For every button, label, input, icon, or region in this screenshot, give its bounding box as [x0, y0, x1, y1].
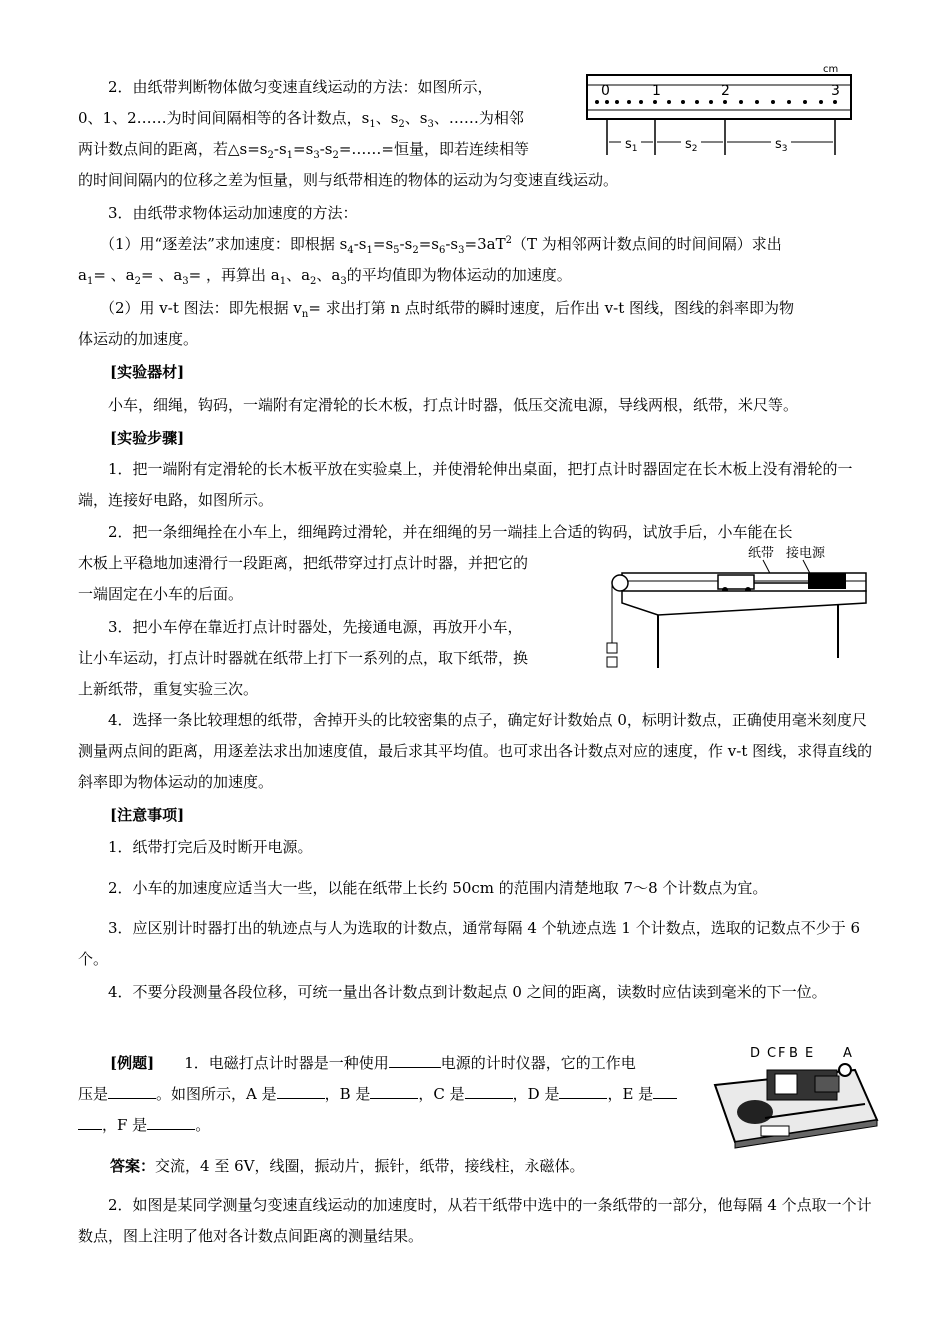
para-tape-method-line2: 0、1、2……为时间间隔相等的各计数点，$s_1$、$s_2$、$s_3$、……为相邻 [78, 109, 524, 130]
para-method-1: （1）用“逐差法”求加速度：即根据 $s_4-s_1=s_5-s_2=s_6-s_3=3aT^2(T$ 为相邻两计数点间的时间间隔）求出 [100, 235, 782, 256]
tape-s1-label: $s_1$ [625, 137, 638, 154]
timer-label-b: B [789, 1046, 798, 1061]
note-1: 1．纸带打完后及时断开电源。 [108, 838, 313, 856]
heading-steps: [实验步骤] [110, 429, 185, 447]
step-3-line2: 让小车运动，打点计时器就在纸带上打下一系列的点，取下纸带，换 [78, 649, 529, 667]
blank-a [277, 1082, 325, 1099]
timer-label-f: F [778, 1046, 786, 1061]
step-3-line3: 上新纸带，重复实验三次。 [78, 680, 259, 698]
tape-figure [585, 60, 855, 160]
example-2: 2．如图是某同学测量匀变速直线运动的加速度时，从若干纸带中选中的一条纸带的一部分，他每隔 4 个点取一个计数点，图上注明了他对各计数点间距离的测量结果。 [78, 1196, 872, 1245]
tape-count-1: 1 [652, 83, 661, 99]
blank-power-type [389, 1051, 441, 1068]
timer-label-d: D [750, 1046, 761, 1061]
note-3: 3．应区别计时器打出的轨迹点与人为选取的计数点，通常每隔 4 个轨迹点选 1 个计数点，选取的记数点不少于 6 个。 [78, 919, 861, 968]
timer-label-a: A [843, 1046, 852, 1061]
blank-d [559, 1082, 607, 1099]
blank-e-part2 [78, 1113, 102, 1130]
blank-voltage [108, 1082, 156, 1099]
note-4: 4．不要分段测量各段位移，可统一量出各计数点到计数起点 0 之间的距离，读数时应估读到毫米的下一位。 [108, 983, 827, 1001]
blank-c [465, 1082, 513, 1099]
para-method-2: （2）用 v-t 图法：即先根据 $v_n=$ 求出打第 n 点时纸带的瞬时速度，后作出 v-t 图线，图线的斜率即为物 [100, 299, 795, 320]
blank-f [147, 1113, 195, 1130]
tape-count-0: 0 [601, 83, 610, 99]
step-3-line1: 3．把小车停在靠近打点计时器处，先接通电源，再放开小车， [108, 618, 523, 636]
tape-count-3: 3 [831, 83, 840, 99]
heading-equipment: [实验器材] [110, 363, 185, 381]
timer-device [808, 573, 846, 589]
note-2: 2．小车的加速度应适当大一些，以能在纸带上长约 50cm 的范围内清楚地取 7～8 个计数点为宜。 [108, 879, 768, 897]
apparatus-figure [598, 543, 873, 678]
tape-s2-label: $s_2$ [685, 137, 698, 154]
step-2-line1: 2．把一条细绳拴在小车上，细绳跨过滑轮，并在细绳的另一端挂上合适的钩码，试放手后，小车能在长 [108, 523, 793, 541]
para-tape-method-line3: 两计数点间的距离，若$\triangle s=s_2-s_1=s_3-s_2=\dots\dots=$恒量，即若连续相等 [78, 140, 529, 161]
answer-line: 答案：交流，4 至 6V，线圈，振动片，振针，纸带，接线柱，永磁体。 [110, 1157, 585, 1175]
para-method-2-cont: 体运动的加速度。 [78, 330, 199, 348]
para-method-1-cont: $a_1=$ 、$a_2=$ 、$a_3=$ ，再算出 $a_1$、$a_2$、$a_3$的平均值即为物体运动的加速度。 [78, 266, 572, 287]
para-tape-method-line4: 的时间间隔内的位移之差为恒量，则与纸带相连的物体的运动为匀变速直线运动。 [78, 171, 619, 189]
example-1-line2: 压是 。如图所示，A 是 ，B 是 ，C 是 ，D 是 ，E 是 [78, 1079, 698, 1110]
para-acceleration-method: 3．由纸带求物体运动加速度的方法： [108, 204, 358, 222]
example-1-line1: [例题] 1．电磁打点计时器是一种使用 电源的计时仪器，它的工作电 [110, 1048, 700, 1079]
timer-figure [705, 1040, 885, 1150]
step-2-line3: 一端固定在小车的后面。 [78, 585, 244, 603]
tape-strip [587, 75, 851, 119]
step-2-line2: 木板上平稳地加速滑行一段距离，把纸带穿过打点计时器，并把它的 [78, 554, 529, 572]
para-equipment: 小车，细绳，钩码，一端附有定滑轮的长木板，打点计时器，低压交流电源，导线两根，纸带，米尺等。 [108, 396, 799, 414]
label-power: 接电源 [786, 546, 826, 561]
tape-unit-label: cm [823, 64, 839, 75]
blank-e-part1 [653, 1082, 677, 1099]
blank-b [370, 1082, 418, 1099]
step-4: 4．选择一条比较理想的纸带，舍掉开头的比较密集的点子，确定好计数始点 0，标明计数点，正确使用毫米刻度尺测量两点间的距离，用逐差法求出加速度值，最后求其平均值。也可求出各计数点对应的速度，作 v-t 图线，求得直线的斜率即为物体运动的加速度。 [78, 711, 873, 791]
tape-count-2: 2 [721, 83, 730, 99]
timer-label-c: C [767, 1046, 777, 1061]
pulley [612, 575, 628, 591]
tape-s3-label: $s_3$ [775, 137, 788, 154]
para-tape-method-line1: 2．由纸带判断物体做匀变速直线运动的方法：如图所示， [108, 78, 493, 96]
example-1-line3: ，F 是 。 [78, 1110, 698, 1141]
tape-dots [595, 100, 837, 104]
label-tape: 纸带 [748, 546, 775, 561]
cart [718, 575, 754, 589]
timer-label-e: E [805, 1046, 814, 1061]
heading-notes: [注意事项] [110, 806, 185, 824]
step-1: 1．把一端附有定滑轮的长木板平放在实验桌上，并使滑轮伸出桌面，把打点计时器固定在长木板上没有滑轮的一端，连接好电路，如图所示。 [78, 460, 853, 509]
